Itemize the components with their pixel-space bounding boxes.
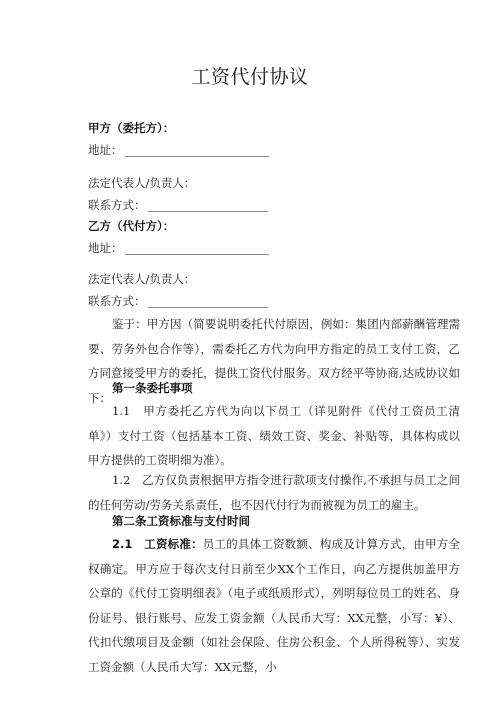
- article2-clause1: [88, 532, 460, 679]
- article1-clause2: 1.2 乙方仅负责根据甲方指令进行款项支付操作,不承担与员工之间的任何劳动/劳务关系责任，也不因代付行为而被视为员工的雇主。: [88, 473, 460, 512]
- party-b-rep-label: 法定代表人/负责人：: [88, 272, 196, 286]
- party-b-address-row: [88, 241, 269, 255]
- party-a-label: 甲方（委托方）：: [88, 121, 175, 135]
- party-b-contact-blank: [148, 295, 268, 308]
- article2-clause1-label: 2.1 工资标准：: [112, 537, 203, 551]
- article2-clause1-text: 员工的具体工资数额、构成及计算方式，由甲方全权确定。甲方应于每次支付日前至少XX个工作日，向乙方提供加盖甲方公章的《代付工资明细表》（电子或纸质形式），列明每位员工的姓名、身份证号、银行账号、应发工资金额（人民币大写：XX元整，小写：¥）、代扣代缴项目及金额（如社会保险、住房公积金、个人所得税等）、实发工资金额（人民币大写：XX元整，小: [88, 537, 460, 674]
- party-b-contact-row: [88, 294, 268, 308]
- party-a-contact-row: [88, 198, 268, 212]
- party-a-rep-label: 法定代表人/负责人：: [88, 176, 196, 190]
- article1-clause1: 1.1 甲方委托乙方代为向以下员工（详见附件《代付工资员工清单》）支付工资（包括基本工资、绩效工资、奖金、补贴等，具体构成以甲方提供的工资明细为准）。: [88, 404, 460, 467]
- party-b-address-label: 地址：: [88, 241, 123, 255]
- party-a-address-row: [88, 143, 269, 157]
- party-a-contact-blank: [148, 199, 268, 212]
- preamble-paragraph: 鉴于：甲方因（简要说明委托代付原因，例如：集团内部薪酬管理需要、劳务外包合作等），需委托乙方代为向甲方指定的员工支付工资，乙方同意接受甲方的委托，提供工资代付服务。双方经平等协商,达成协议如下：: [88, 317, 460, 405]
- document-title: 工资代付协议: [191, 66, 309, 88]
- party-b-label: 乙方（代付方）：: [88, 219, 175, 233]
- party-a-contact-label: 联系方式：: [88, 198, 146, 212]
- article1-heading: 第一条委托事项: [112, 381, 193, 395]
- article2-heading: 第二条工资标准与支付时间: [112, 514, 250, 528]
- party-b-address-blank: [125, 242, 269, 255]
- party-a-address-blank: [125, 144, 269, 157]
- party-b-contact-label: 联系方式：: [88, 294, 146, 308]
- party-a-address-label: 地址：: [88, 143, 123, 157]
